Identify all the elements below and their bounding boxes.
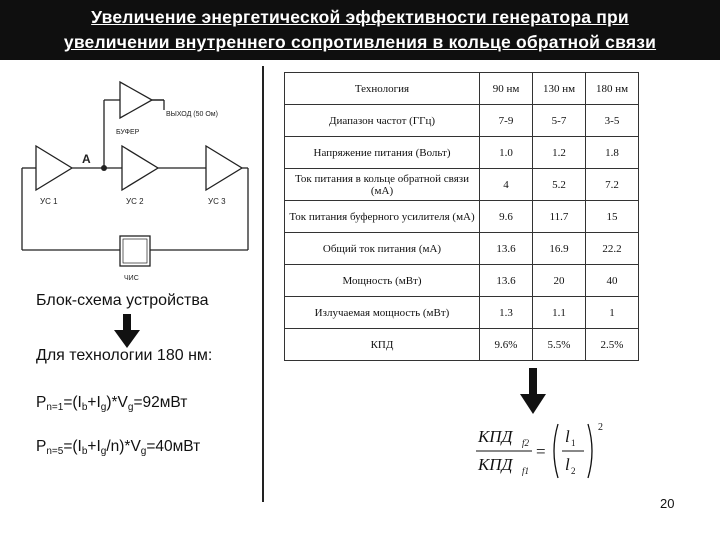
node-a-label: А (82, 152, 91, 166)
amplifier-stage-1-triangle (36, 146, 72, 190)
table-row (285, 329, 639, 361)
technology-table (284, 72, 639, 361)
slide-title-line-2: увеличении внутреннего сопротивления в кольце обратной связи (63, 32, 657, 52)
table-header-cell: 90 нм (480, 73, 533, 105)
formula1-result: =92мВт (133, 394, 188, 411)
table-cell: 5.2 (533, 169, 586, 201)
table-cell: 7-9 (480, 105, 533, 137)
formula2-b-sub: b (81, 446, 88, 457)
table-cell: 40 (586, 265, 639, 297)
frequency-divider-box (120, 236, 150, 266)
table-header-cell: 130 нм (533, 73, 586, 105)
table-cell: 3-5 (586, 105, 639, 137)
amplifier-stage-2-triangle (122, 146, 158, 190)
table-cell: 13.6 (480, 233, 533, 265)
slide-title-line-1: Увеличение энергетической эффективности генератора при (91, 7, 629, 27)
formula2-g-sub: g (100, 446, 107, 457)
stage-2-label: УС 2 (126, 197, 144, 206)
block-diagram (8, 66, 258, 288)
table-cell: КПД (285, 329, 480, 361)
table-cell: Ток питания в кольце обратной связи (мА) (285, 169, 480, 201)
table-cell: 11.7 (533, 201, 586, 233)
efficiency-ratio-formula (472, 418, 622, 484)
buffer-amplifier-triangle (120, 82, 152, 118)
table-cell: 1.1 (533, 297, 586, 329)
buffer-label: БУФЕР (116, 129, 140, 136)
power-formula-n5 (36, 438, 200, 457)
formula1-mid: )*V (106, 394, 128, 411)
formula2-mid: /n)*V (106, 438, 141, 455)
formula1-v-sub: g (127, 402, 134, 413)
table-row (285, 265, 639, 297)
formula1-plus: +I (87, 394, 101, 411)
table-cell: Мощность (мВт) (285, 265, 480, 297)
ratio-numerator-sub: 1 (571, 438, 576, 448)
table-cell: 1.8 (586, 137, 639, 169)
table-header-row (285, 73, 639, 105)
formula2-eq: =(I (63, 438, 82, 455)
down-arrow-icon (520, 368, 546, 414)
table-cell: 5-7 (533, 105, 586, 137)
kpd-denominator-sub: f1 (522, 466, 530, 476)
table-cell: Общий ток питания (мА) (285, 233, 480, 265)
table-cell: 22.2 (586, 233, 639, 265)
table-cell: 5.5% (533, 329, 586, 361)
table-row (285, 233, 639, 265)
table-cell: 20 (533, 265, 586, 297)
table-cell: Напряжение питания (Вольт) (285, 137, 480, 169)
table-header-cell: 180 нм (586, 73, 639, 105)
table-cell: 9.6% (480, 329, 533, 361)
table-cell: Излучаемая мощность (мВт) (285, 297, 480, 329)
table-cell: 13.6 (480, 265, 533, 297)
table-cell: 4 (480, 169, 533, 201)
table-cell: 2.5% (586, 329, 639, 361)
formula2-v-sub: g (140, 446, 147, 457)
formula2-p-sub: n=5 (46, 446, 64, 457)
table-row (285, 201, 639, 233)
power-formula-n1 (36, 394, 187, 413)
stage-3-label: УС 3 (208, 197, 226, 206)
table-row (285, 297, 639, 329)
kpd-numerator-sub: f2 (522, 438, 530, 448)
table-cell: Диапазон частот (ГГц) (285, 105, 480, 137)
table-cell: 15 (586, 201, 639, 233)
formula1-p-sub: n=1 (46, 402, 64, 413)
down-arrow-icon (114, 314, 140, 348)
kpd-denominator: КПД (478, 455, 513, 474)
table-row (285, 169, 639, 201)
table-cell: 9.6 (480, 201, 533, 233)
formula2-result: =40мВт (146, 438, 201, 455)
table-cell: 7.2 (586, 169, 639, 201)
title-bar (0, 0, 720, 60)
kpd-numerator: КПД (478, 427, 513, 446)
formula1-eq: =(I (63, 394, 82, 411)
table-header-cell: Технология (285, 73, 480, 105)
table-cell: 1.3 (480, 297, 533, 329)
formula1-p: P (36, 394, 47, 411)
ratio-denominator: l (565, 455, 570, 474)
formula2-plus: +I (87, 438, 101, 455)
counter-label: ЧИС (124, 275, 139, 282)
formula1-g-sub: g (100, 402, 107, 413)
table-row (285, 137, 639, 169)
output-label: ВЫХОД (50 Ом) (166, 111, 218, 118)
node-a-dot (101, 165, 107, 171)
table-row (285, 105, 639, 137)
ratio-denominator-sub: 2 (571, 466, 576, 476)
vertical-divider (262, 66, 264, 502)
formula2-p: P (36, 438, 47, 455)
diagram-caption: Блок-схема устройства (36, 292, 209, 309)
table-cell: 1.2 (533, 137, 586, 169)
table-cell: 1 (586, 297, 639, 329)
technology-note: Для технологии 180 нм: (36, 347, 213, 364)
ratio-numerator: l (565, 427, 570, 446)
amplifier-stage-3-triangle (206, 146, 242, 190)
stage-1-label: УС 1 (40, 197, 58, 206)
formula1-b-sub: b (81, 402, 88, 413)
table-cell: 16.9 (533, 233, 586, 265)
exponent: 2 (598, 422, 603, 433)
equals-sign: = (536, 442, 546, 461)
table-cell: Ток питания буферного усилителя (мА) (285, 201, 480, 233)
page-number: 20 (660, 496, 675, 511)
table-cell: 1.0 (480, 137, 533, 169)
